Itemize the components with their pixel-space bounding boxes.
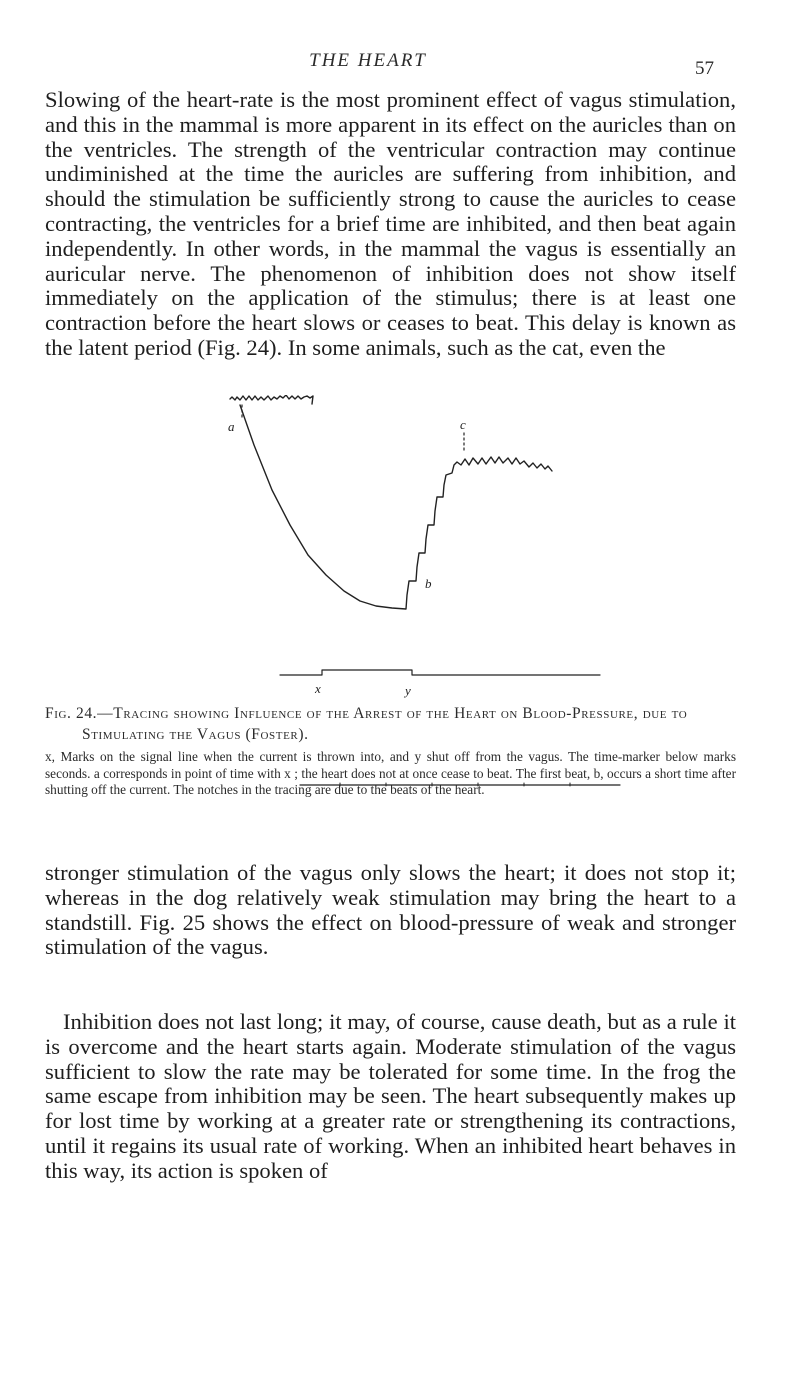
body-paragraph-2: stronger stimulation of the vagus only slows the heart; it does not stop it; whereas in the dog relatively weak stimulation may bring the heart to a standstill. Fig. 25 shows the effect on blood-pressure of weak and stronger stimulation of the vagus.: [45, 860, 736, 960]
label-y: y: [405, 683, 411, 698]
label-c: c: [460, 417, 466, 432]
running-head: THE HEART: [309, 50, 427, 71]
caption-title: Fig. 24.—Tracing showing Influence of the Arrest of the Heart on Blood-Pressure, due to Stimulating the Vagus (Foster).: [45, 705, 688, 743]
caption-note: x, Marks on the signal line when the current is thrown into, and y shut off from the vagus. The time-marker below marks seconds. a corresponds in point of time with x ; the heart does not at once cease to beat. The first beat, b, occurs a short time after shutting off the current. The notches in the tracing are due to the beats of the heart.: [45, 749, 736, 798]
label-x: x: [315, 681, 321, 696]
pressure-tracing: [230, 395, 552, 609]
label-b: b: [425, 576, 432, 591]
signal-line: [280, 670, 600, 675]
page-number: 57: [695, 58, 714, 79]
body-paragraph-3: Inhibition does not last long; it may, of course, cause death, but as a rule it is overcome and the heart starts again. Moderate stimulation of the vagus sufficient to slow the rate may be tolerated for some time. In the frog the same escape from inhibition may be seen. The heart subsequently makes up for lost time by working at a greater rate or strengthening its contractions, until it regains its usual rate of working. When an inhibited heart behaves in this way, its action is spoken of: [45, 1009, 736, 1183]
figure-caption: [45, 703, 736, 799]
label-a: a: [228, 419, 235, 434]
body-paragraph-1: Slowing of the heart-rate is the most prominent effect of vagus stimulation, and this in the mammal is more apparent in its effect on the auricles than on the ventricles. The strength of the ventricular contraction may continue undiminished at the time the auricles are suffering from inhibition, and should the stimulation be sufficiently strong to cause the auricles to cease contracting, the ventricles for a brief time are inhibited, and then beat again independently. In other words, in the mammal the vagus is essentially an auricular nerve. The phenomenon of inhibition does not show itself immediately on the application of the stimulus; there is at least one contraction before the heart slows or ceases to beat. This delay is known as the latent period (Fig. 24). In some animals, such as the cat, even the: [45, 87, 736, 360]
